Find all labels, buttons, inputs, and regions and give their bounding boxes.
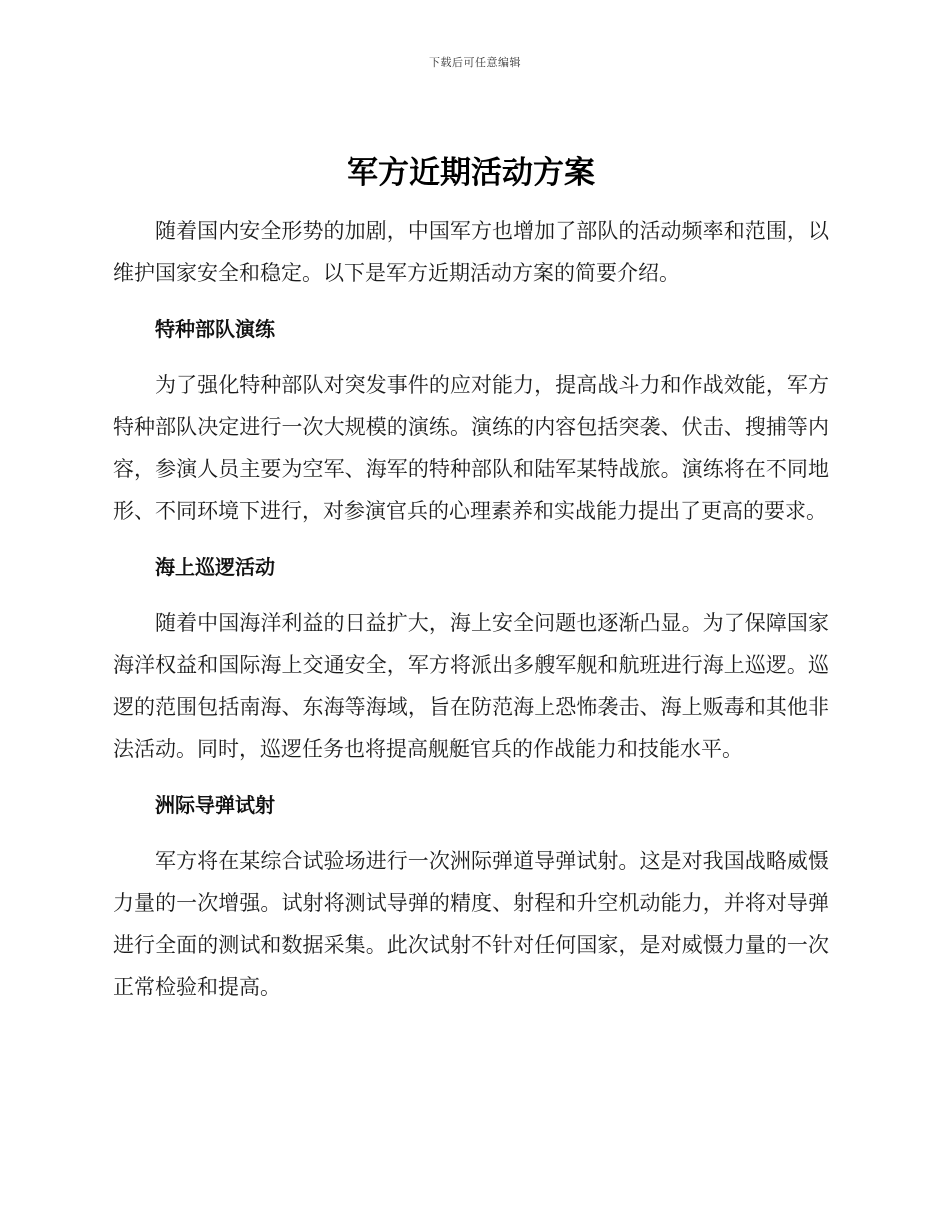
section-heading-special-forces: 特种部队演练 <box>155 317 275 341</box>
document-title: 军方近期活动方案 <box>347 155 595 191</box>
document-body <box>113 148 829 1008</box>
section-body-missile-test: 军方将在某综合试验场进行一次洲际弹道导弹试射。这是对我国战略威慑力量的一次增强。试射将测试导弹的精度、射程和升空机动能力，并将对导弹进行全面的测试和数据采集。此次试射不针对任何国家，是对威慑力量的一次正常检验和提高。 <box>113 849 829 999</box>
section-heading-missile-test: 洲际导弹试射 <box>155 793 275 817</box>
section-body-special-forces: 为了强化特种部队对突发事件的应对能力，提高战斗力和作战效能，军方特种部队决定进行一次大规模的演练。演练的内容包括突袭、伏击、搜捕等内容，参演人员主要为空军、海军的特种部队和陆军某特战旅。演练将在不同地形、不同环境下进行，对参演官兵的心理素养和实战能力提出了更高的要求。 <box>113 373 829 523</box>
section-body-sea-patrol: 随着中国海洋利益的日益扩大，海上安全问题也逐渐凸显。为了保障国家海洋权益和国际海上交通安全，军方将派出多艘军舰和航班进行海上巡逻。巡逻的范围包括南海、东海等海域，旨在防范海上恐怖袭击、海上贩毒和其他非法活动。同时，巡逻任务也将提高舰艇官兵的作战能力和技能水平。 <box>113 611 829 761</box>
intro-paragraph: 随着国内安全形势的加剧，中国军方也增加了部队的活动频率和范围，以维护国家安全和稳定。以下是军方近期活动方案的简要介绍。 <box>113 219 829 285</box>
section-heading-sea-patrol: 海上巡逻活动 <box>155 555 275 579</box>
header-note: 下载后可任意编辑 <box>429 56 521 69</box>
